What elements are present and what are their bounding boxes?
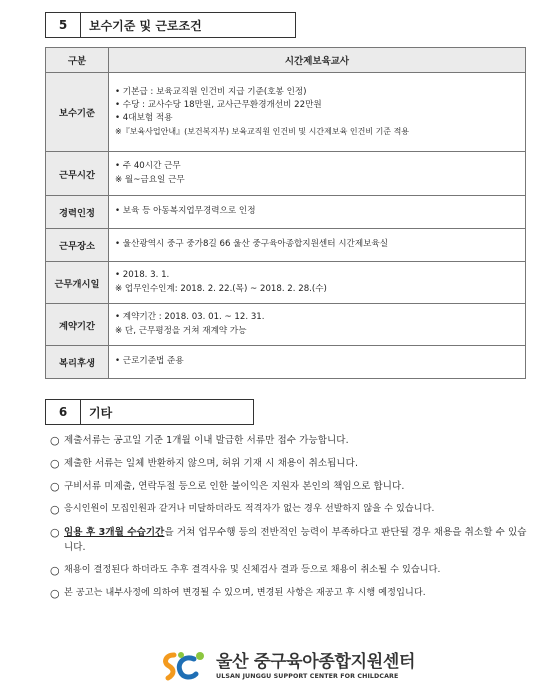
list-item — [50, 456, 530, 471]
logo-text — [216, 653, 415, 681]
content-line: • 수당 : 교사수당 18만원, 교사근무환경개선비 22만원 — [115, 99, 322, 110]
section6-number: 6 — [45, 399, 81, 425]
list-item — [50, 586, 530, 601]
content-line: ※『보육사업안내』(보건복지부) 보육교직원 인건비 및 시간제보육 인건비 기준 적용 — [115, 127, 410, 137]
note-text: 제출한 서류는 일체 반환하지 않으며, 허위 기재 시 채용이 취소됩니다. — [64, 458, 359, 469]
section6-title: 기타 — [81, 399, 254, 425]
circle-bullet-icon: ○ — [50, 503, 60, 516]
circle-bullet-icon: ○ — [50, 480, 60, 493]
section5-number: 5 — [45, 12, 81, 38]
table-row — [46, 152, 526, 196]
table-row — [46, 229, 526, 262]
list-item — [50, 502, 530, 517]
table-row — [46, 196, 526, 229]
table-row — [46, 346, 526, 379]
content-line: • 4대보험 적용 — [115, 113, 173, 123]
row-label: 보수기준 — [46, 73, 109, 152]
note-text: 본 공고는 내부사정에 의하여 변경될 수 있으며, 변경된 사항은 재공고 후 시행 예정입니다. — [64, 588, 426, 598]
note-text: 응시인원이 모집인원과 같거나 미달하더라도 적격자가 없는 경우 선발하지 않을 수 있습니다. — [64, 504, 435, 514]
section6-header — [45, 399, 254, 425]
notes-list — [50, 433, 530, 609]
content-line: • 계약기간 : 2018. 03. 01. ~ 12. 31. — [115, 312, 265, 323]
conditions-table — [45, 47, 526, 379]
row-label: 계약기간 — [46, 304, 109, 346]
note-text: 채용이 결정된다 하더라도 추후 결격사유 및 신체검사 결과 등으로 채용이 취소될 수 있습니다. — [64, 565, 441, 575]
header-category: 구분 — [46, 48, 109, 73]
row-content — [109, 152, 526, 196]
table-header-row — [46, 48, 526, 73]
row-content — [109, 262, 526, 304]
center-emblem-icon — [160, 649, 208, 685]
row-content — [109, 229, 526, 262]
note-text — [64, 525, 530, 555]
logo-name-english: ULSAN JUNGGU SUPPORT CENTER FOR CHILDCARE — [216, 673, 399, 680]
circle-bullet-icon: ○ — [50, 526, 60, 539]
row-content — [109, 304, 526, 346]
row-content — [109, 346, 526, 379]
content-line: ※ 업무인수인계: 2018. 2. 22.(목) ~ 2018. 2. 28.(수) — [115, 283, 327, 294]
table-row — [46, 262, 526, 304]
section5-title: 보수기준 및 근로조건 — [81, 12, 296, 38]
content-line: ※ 단, 근무평정을 거쳐 재계약 가능 — [115, 325, 247, 336]
center-logo — [160, 647, 415, 687]
circle-bullet-icon: ○ — [50, 457, 60, 470]
note-text: 제출서류는 공고일 기준 1개월 이내 발급한 서류만 접수 가능합니다. — [64, 435, 349, 446]
content-line: • 울산광역시 중구 중가8길 66 울산 중구육아종합지원센터 시간제보육실 — [115, 239, 389, 250]
row-label: 근무장소 — [46, 229, 109, 262]
header-position: 시간제보육교사 — [109, 48, 526, 73]
row-label: 경력인정 — [46, 196, 109, 229]
list-item — [50, 433, 530, 448]
section5-header — [45, 12, 296, 38]
row-content — [109, 73, 526, 152]
list-item — [50, 525, 530, 555]
content-line: • 주 40시간 근무 — [115, 161, 181, 172]
content-line: ※ 월~금요일 근무 — [115, 174, 185, 185]
row-label: 복리후생 — [46, 346, 109, 379]
content-line: • 기본급 : 보육교직원 인건비 지급 기준(호봉 인정) — [115, 86, 307, 97]
circle-bullet-icon: ○ — [50, 434, 60, 447]
note-text: 구비서류 미제출, 연락두절 등으로 인한 불이익은 지원자 본인의 책임으로 합니다. — [64, 481, 405, 492]
emphasized-text: 임용 후 3개월 수습기간 — [64, 527, 165, 538]
circle-bullet-icon: ○ — [50, 564, 60, 577]
table-row — [46, 73, 526, 152]
logo-name-korean: 울산 중구육아종합지원센터 — [216, 652, 416, 672]
table-row — [46, 304, 526, 346]
list-item — [50, 563, 530, 578]
circle-bullet-icon: ○ — [50, 587, 60, 600]
list-item — [50, 479, 530, 494]
row-label: 근무개시일 — [46, 262, 109, 304]
row-label: 근무시간 — [46, 152, 109, 196]
row-content — [109, 196, 526, 229]
content-line: • 보육 등 아동복지업무경력으로 인정 — [115, 206, 256, 217]
note-text-rest: 을 거쳐 업무수행 등의 전반적인 능력이 부족하다고 판단될 경우 채용을 취소할 수 있습니다. — [64, 527, 527, 553]
content-line: • 근로기준법 준용 — [115, 356, 184, 367]
content-line: • 2018. 3. 1. — [115, 270, 170, 281]
